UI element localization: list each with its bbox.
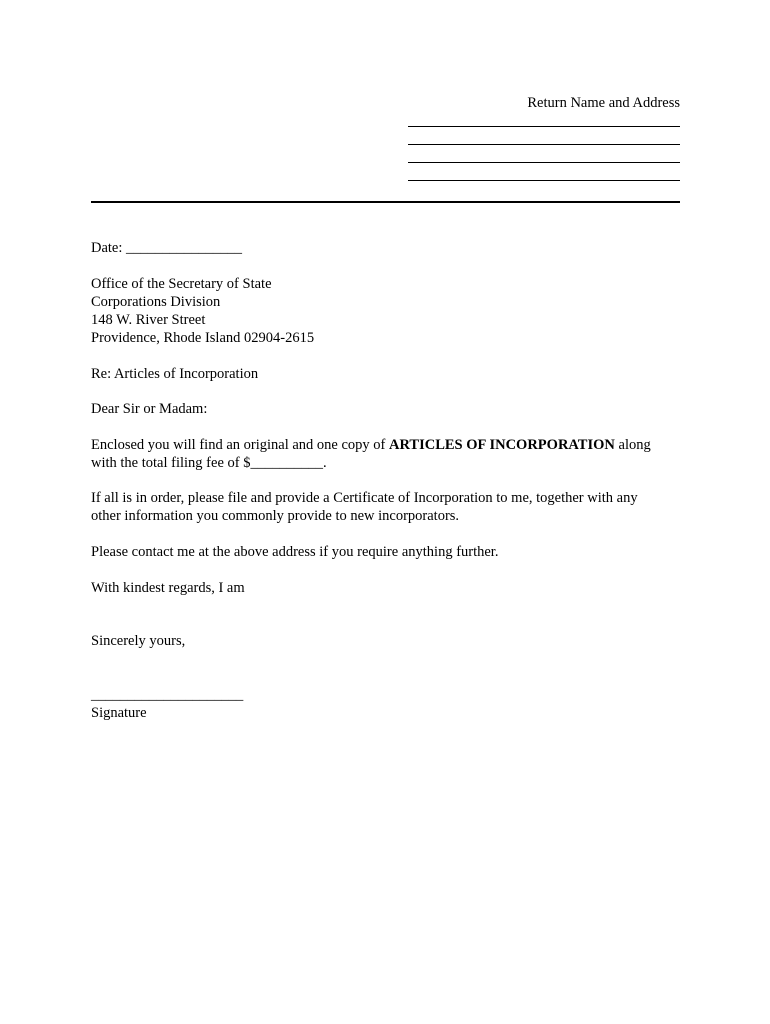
recipient-address (91, 275, 683, 347)
re-line: Re: Articles of Incorporation (91, 366, 259, 382)
signature-line: _____________________ (91, 687, 244, 703)
recipient-line-3: 148 W. River Street (91, 312, 206, 328)
enclosure-prefix: Enclosed you will find an original and one copy of (91, 437, 389, 453)
paragraph-enclosure-line-2: with the total filing fee of $__________. (91, 455, 327, 471)
return-address-line-2 (408, 144, 680, 145)
paragraph-contact: Please contact me at the above address if you require anything further. (91, 544, 499, 560)
recipient-line-2: Corporations Division (91, 294, 221, 310)
header-divider (91, 201, 680, 203)
paragraph-enclosure (91, 436, 683, 472)
signature-label: Signature (91, 705, 147, 721)
closing-sincerely: Sincerely yours, (91, 633, 186, 649)
recipient-line-4: Providence, Rhode Island 02904-2615 (91, 330, 315, 346)
paragraph-request-line-1: If all is in order, please file and provide a Certificate of Incorporation to me, together with any (91, 490, 638, 506)
return-address-line-3 (408, 162, 680, 163)
return-address-line-4 (408, 180, 680, 181)
paragraph-request-line-2: other information you commonly provide to new incorporators. (91, 508, 460, 524)
signature-block (91, 686, 683, 722)
return-address-line-1 (408, 126, 680, 127)
date-line: Date: ________________ (91, 240, 243, 256)
paragraph-enclosure-line-1 (91, 436, 683, 454)
recipient-line-1: Office of the Secretary of State (91, 276, 272, 292)
return-address-block (408, 94, 680, 112)
salutation: Dear Sir or Madam: (91, 401, 208, 417)
paragraph-request (91, 489, 683, 525)
enclosure-document-name: ARTICLES OF INCORPORATION (389, 437, 615, 453)
return-address-title: Return Name and Address (527, 95, 680, 111)
closing-regards: With kindest regards, I am (91, 580, 245, 596)
enclosure-suffix: along (614, 437, 651, 453)
